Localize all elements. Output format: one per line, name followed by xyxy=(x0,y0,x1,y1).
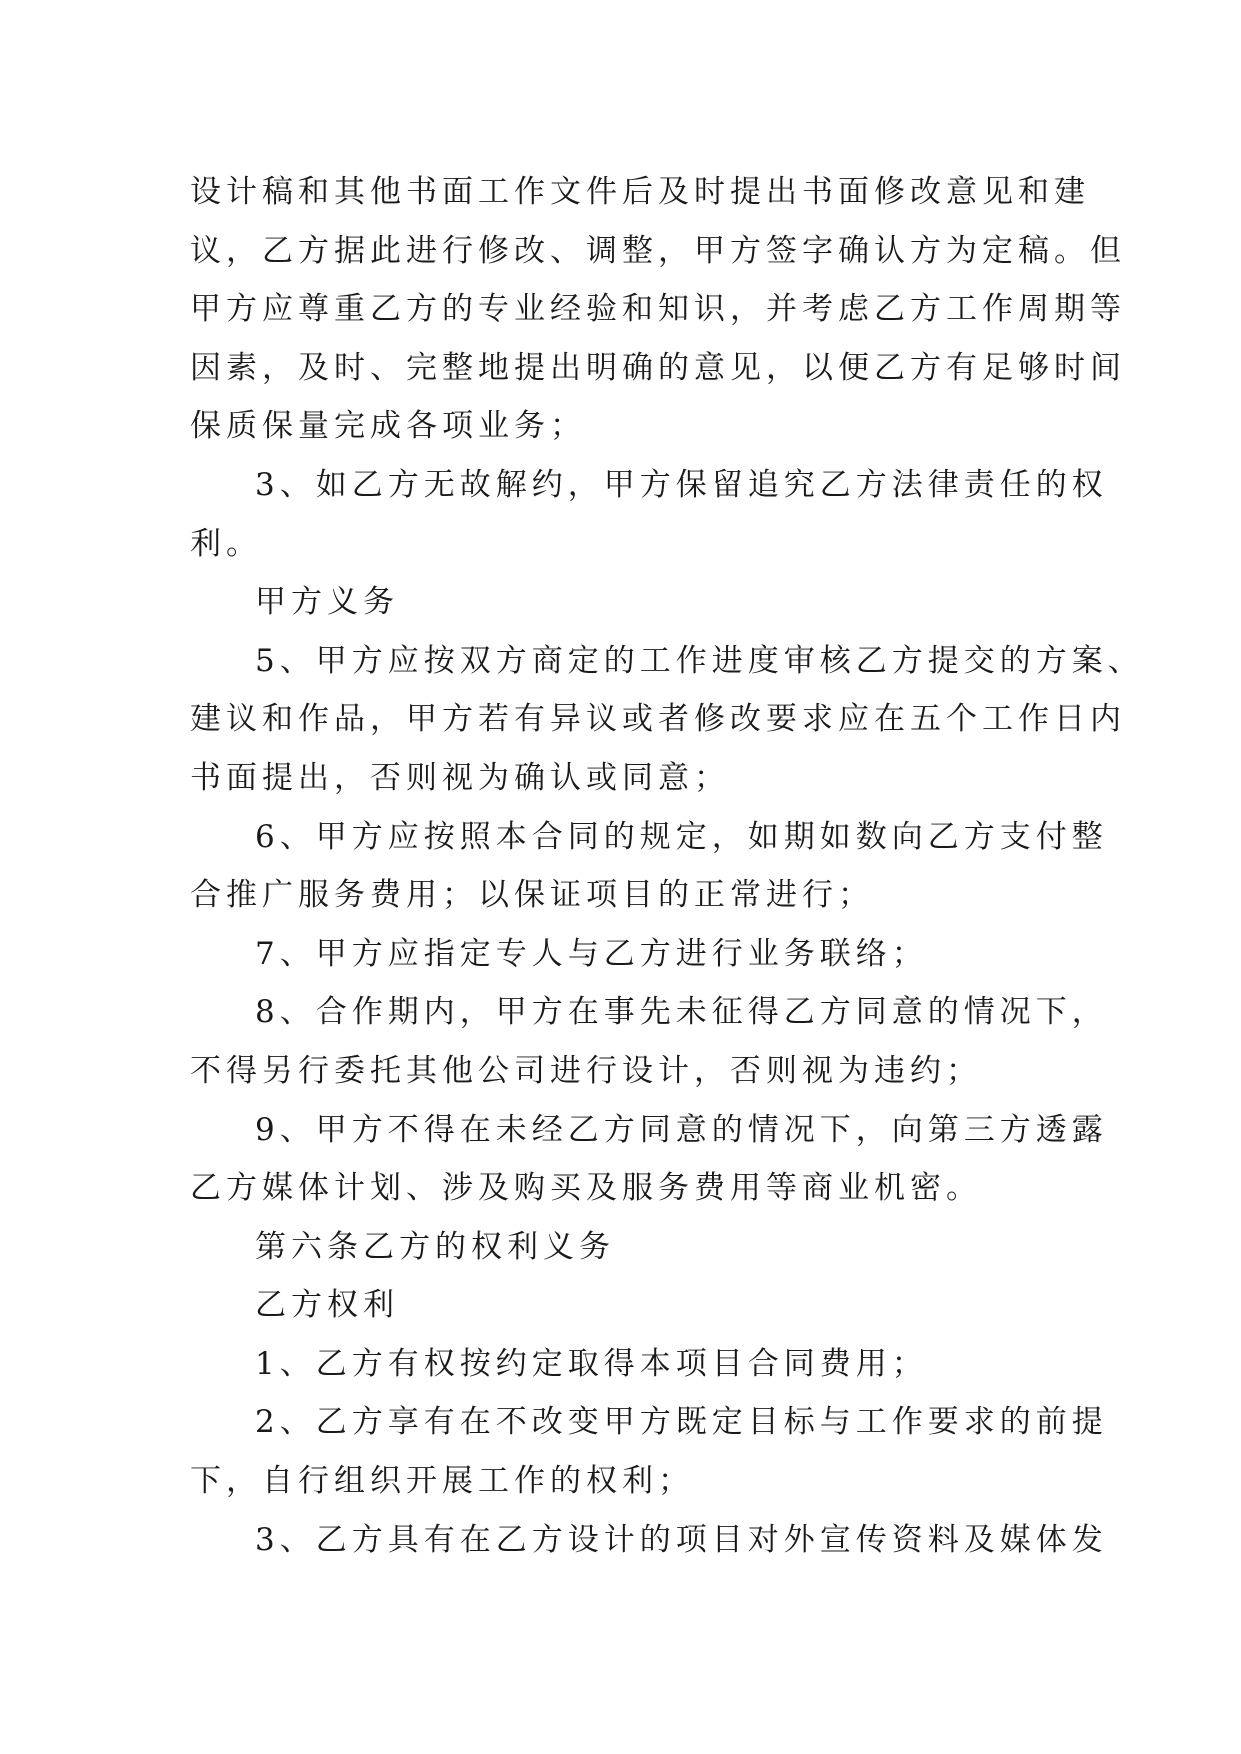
text-line: 3、乙方具有在乙方设计的项目对外宣传资料及媒体发 xyxy=(255,1521,1108,1558)
text-line: 5、甲方应按双方商定的工作进度审核乙方提交的方案、 xyxy=(255,642,1144,679)
text-line: 甲方应尊重乙方的专业经验和知识，并考虑乙方工作周期等 xyxy=(190,291,1126,328)
section-heading: 乙方权利 xyxy=(255,1287,399,1324)
text-line: 议，乙方据此进行修改、调整，甲方签字确认方为定稿。但 xyxy=(190,232,1126,269)
text-line: 9、甲方不得在未经乙方同意的情况下，向第三方透露 xyxy=(255,1111,1108,1148)
text-line: 建议和作品，甲方若有异议或者修改要求应在五个工作日内 xyxy=(190,701,1126,738)
text-line: 乙方媒体计划、涉及购买及服务费用等商业机密。 xyxy=(190,1170,982,1207)
text-line: 8、合作期内，甲方在事先未征得乙方同意的情况下， xyxy=(255,994,1108,1031)
text-line: 1、乙方有权按约定取得本项目合同费用； xyxy=(255,1345,928,1382)
text-line: 保质保量完成各项业务； xyxy=(190,408,586,445)
text-line: 书面提出，否则视为确认或同意； xyxy=(190,759,730,796)
text-line: 6、甲方应按照本合同的规定，如期如数向乙方支付整 xyxy=(255,818,1108,855)
text-line: 下，自行组织开展工作的权利； xyxy=(190,1463,694,1500)
text-line: 3、如乙方无故解约，甲方保留追究乙方法律责任的权 xyxy=(255,466,1108,503)
document-body xyxy=(190,163,1241,1569)
text-line: 利。 xyxy=(190,525,262,562)
article-heading: 第六条乙方的权利义务 xyxy=(255,1228,615,1265)
text-line: 2、乙方享有在不改变甲方既定目标与工作要求的前提 xyxy=(255,1404,1108,1441)
text-line: 因素，及时、完整地提出明确的意见，以便乙方有足够时间 xyxy=(190,349,1126,386)
text-line: 7、甲方应指定专人与乙方进行业务联络； xyxy=(255,935,928,972)
section-heading: 甲方义务 xyxy=(255,584,399,621)
text-line: 合推广服务费用；以保证项目的正常进行； xyxy=(190,877,874,914)
text-line: 不得另行委托其他公司进行设计，否则视为违约； xyxy=(190,1052,982,1089)
text-line: 设计稿和其他书面工作文件后及时提出书面修改意见和建 xyxy=(190,174,1090,210)
